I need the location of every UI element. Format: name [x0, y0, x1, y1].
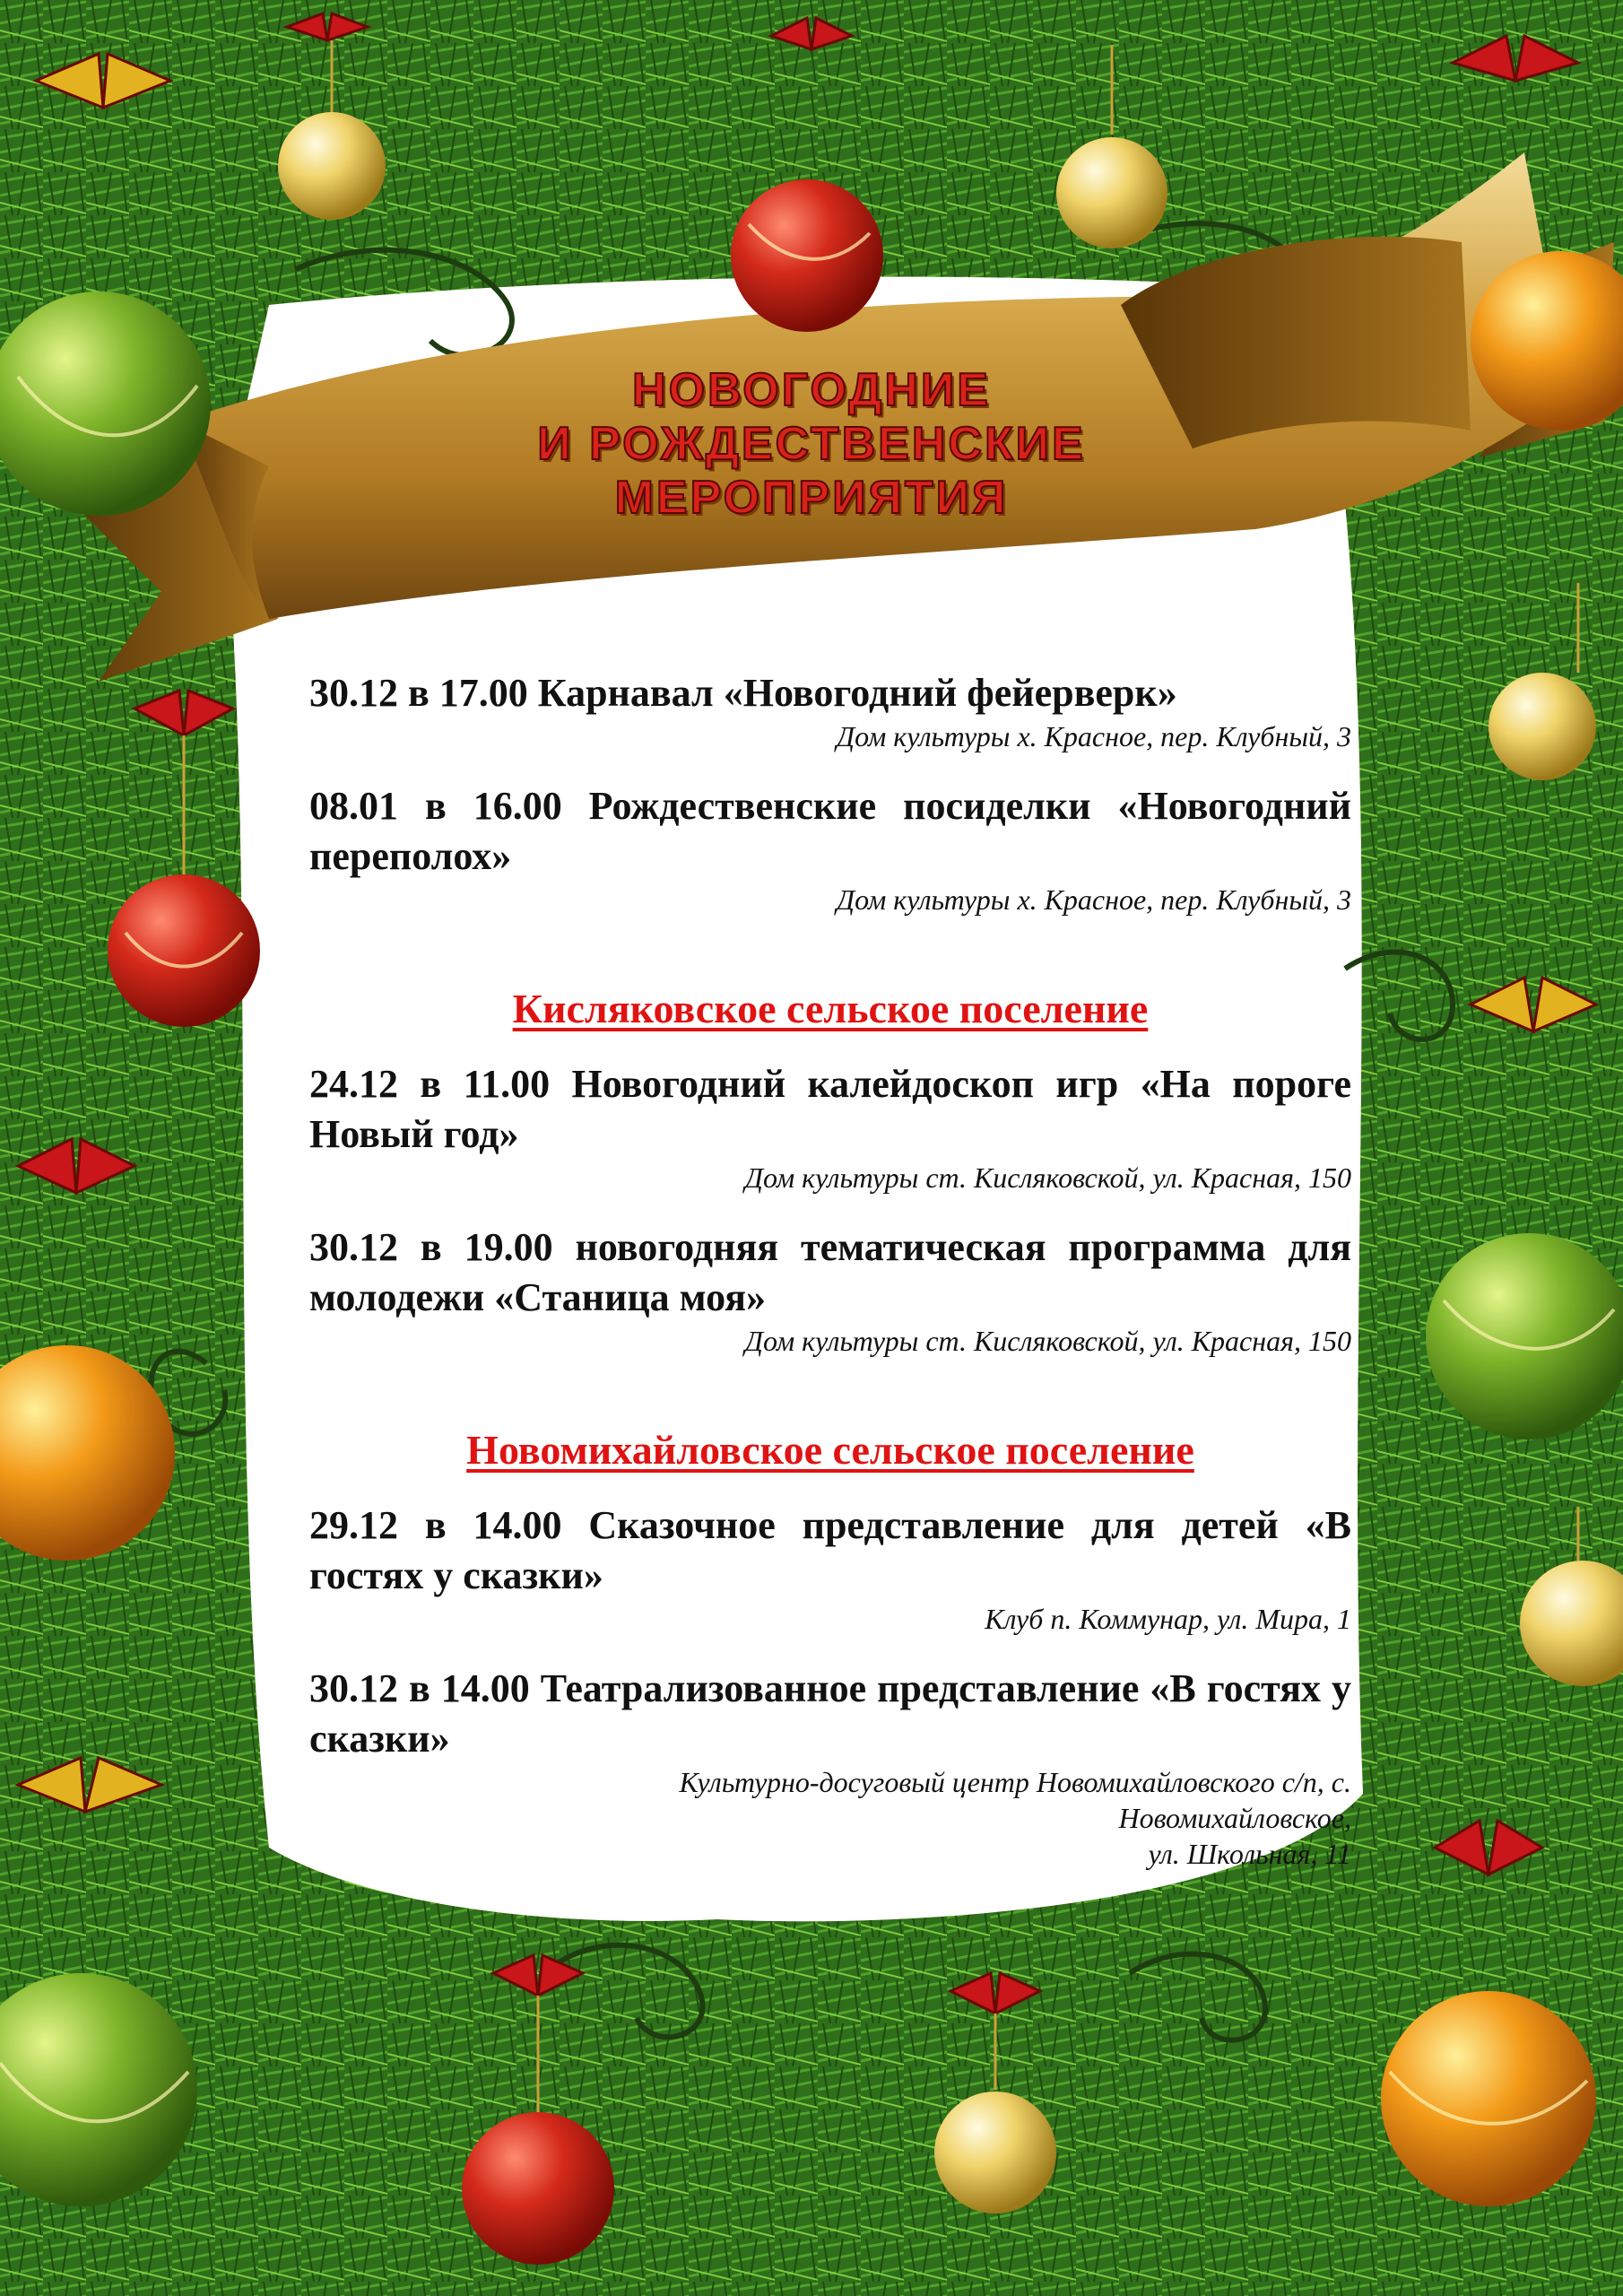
title-line: И РОЖДЕСТВЕНСКИЕ	[537, 418, 1086, 470]
title-line: МЕРОПРИЯТИЯ	[614, 472, 1009, 524]
event-title: 29.12 в 14.00 Сказочное представление для детей «В гостях у сказки»	[309, 1503, 1351, 1597]
event-list	[309, 668, 1351, 1872]
event-item	[309, 668, 1351, 754]
event-place-line: Новомихайловское,	[1118, 1802, 1351, 1834]
event-item	[309, 781, 1351, 918]
poster-title	[0, 363, 1623, 525]
section-heading: Новомихайловское сельское поселение	[466, 1427, 1194, 1473]
event-place: Дом культуры ст. Кисляковской, ул. Красная, 150	[744, 1161, 1351, 1194]
event-item	[309, 1664, 1351, 1872]
event-title: 30.12 в 14.00 Театрализованное представление «В гостях у сказки»	[309, 1666, 1351, 1761]
event-item	[309, 1500, 1351, 1637]
event-title: 24.12 в 11.00 Новогодний калейдоскоп игр «На пороге Новый год»	[309, 1062, 1351, 1156]
event-item	[309, 1059, 1351, 1196]
event-place-line: Культурно-досуговый центр Новомихайловского с/п, с.	[679, 1766, 1351, 1798]
event-place: Дом культуры ст. Кисляковской, ул. Красная, 150	[744, 1325, 1351, 1357]
event-place: Дом культуры х. Красное, пер. Клубный, 3	[836, 720, 1351, 752]
event-place: Дом культуры х. Красное, пер. Клубный, 3	[836, 883, 1351, 916]
section-heading: Кисляковское сельское поселение	[512, 986, 1149, 1031]
event-place: Клуб п. Коммунар, ул. Мира, 1	[985, 1603, 1351, 1635]
title-line: НОВОГОДНИЕ	[632, 364, 991, 416]
event-title: 08.01 в 16.00 Рождественские посиделки «Новогодний переполох»	[309, 784, 1351, 878]
event-title: 30.12 в 19.00 новогодняя тематическая программа для молодежи «Станица моя»	[309, 1225, 1351, 1319]
event-title: 30.12 в 17.00 Карнавал «Новогодний фейерверк»	[309, 671, 1177, 715]
event-item	[309, 1222, 1351, 1359]
event-place-line: ул. Школьная, 11	[1148, 1838, 1351, 1870]
